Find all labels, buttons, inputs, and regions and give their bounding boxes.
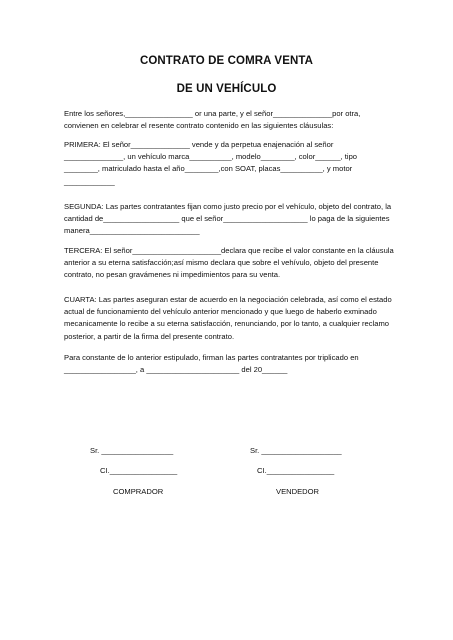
clause-tercera: TERCERA: El señor_____________________declara que recibe el valor constante en la cláusula anterior a su eterna satisfacción;así mismo declara que sobre el vehívulo, objeto del presente contrato, no pesan gravámenes ni impedimientos para su venta. <box>64 246 394 280</box>
document-title: CONTRATO DE COMRA VENTA <box>139 55 314 67</box>
seller-id-line: CI.________________ <box>257 466 335 475</box>
buyer-id-line: CI.________________ <box>100 466 178 475</box>
buyer-role-label: COMPRADOR <box>113 487 164 496</box>
closing-paragraph: Para constante de lo anterior estipulado, firman las partes contratantes por triplicado en _________________, a ______________________ del 20______ <box>64 353 359 375</box>
seller-role-label: VENDEDOR <box>276 487 320 496</box>
intro-paragraph: Entre los señores,________________ or una parte, y el señor______________por otra, convienen en celebrar el resente contrato contenido en las siguientes cláusulas: <box>64 109 361 131</box>
clause-segunda: SEGUNDA: Las partes contratantes fijan como justo precio por el vehículo, objeto del contrato, la cantidad de__________________ que el señor____________________ lo paga de la siguientes manera__________________________ <box>64 202 392 236</box>
document-subtitle: DE UN VEHÍCULO <box>176 83 277 95</box>
clause-cuarta: CUARTA: Las partes aseguran estar de acuerdo en la negociación celebrada, así como el estado actual de funcionamiento del vehículo anterior mencionado y que luego de haberlo exminado mecanicamente lo recibe a su eterna satisfacción, renunciando, por lo tanto, a cualquier reclamo posterior, a partir de la firma del presente contrato. <box>64 295 392 341</box>
buyer-name-line: Sr. _________________ <box>90 446 174 455</box>
clause-primera: PRIMERA: El señor______________ vende y da perpetua enajenación al señor ______________, un vehículo marca__________, modelo________, color______, tipo ________, matriculado hasta el año________,con SOAT, placas__________, y motor ____________ <box>64 140 358 186</box>
seller-name-line: Sr. ___________________ <box>250 446 342 455</box>
